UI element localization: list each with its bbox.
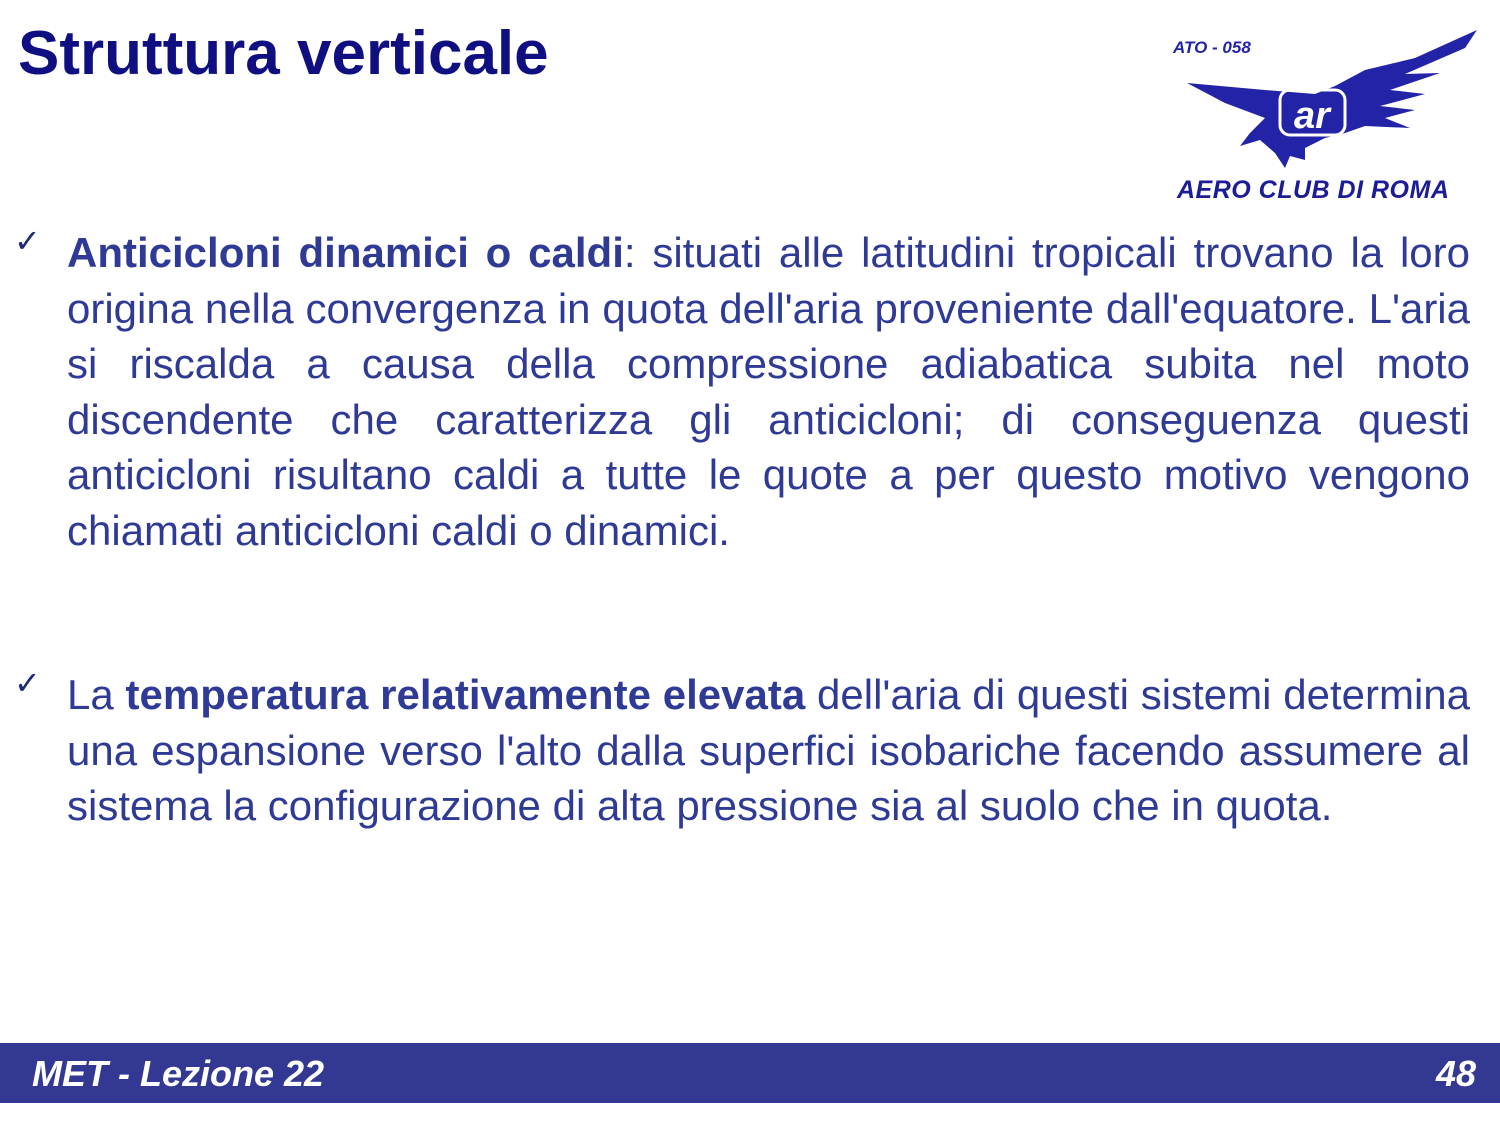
svg-text:ar: ar [1294,95,1330,137]
bullet-anticicloni-dinamici [67,225,1470,558]
bullet-bold-term: temperatura relativamente elevata [125,671,806,718]
logo-name: AERO CLUB DI ROMA [1177,176,1450,204]
footer-bar [0,1043,1500,1103]
check-icon: ✓ [14,665,41,701]
slide-title: Struttura verticale [18,19,549,88]
bullet-text: : situati alle latitudini tropicali trovano la loro origina nella convergenza in quota dell'aria proveniente dall'equatore. L'aria si riscalda a causa della compressione adiabatica subita nel moto discendente che caratterizza gli anticicloni; di conseguenza questi anticicloni risultano caldi a tutte le quote a per questo motivo vengono chiamati anticicloni caldi o dinamici. [67,229,1470,554]
bullet-text-prefix: La [67,671,126,718]
check-icon: ✓ [14,223,41,259]
bullet-temperatura [67,667,1470,834]
logo-code: ATO - 058 [1173,38,1251,57]
lesson-label: MET - Lezione 22 [32,1053,325,1094]
aero-club-logo [1165,28,1485,208]
page-number: 48 [1435,1053,1476,1094]
bullet-bold-term: Anticicloni dinamici o caldi [67,229,624,276]
bullet-text: dell'aria di questi sistemi determina una espansione verso l'alto dalla superfici isobariche facendo assumere al sistema la configurazione di alta pressione sia al suolo che in quota. [67,671,1471,829]
